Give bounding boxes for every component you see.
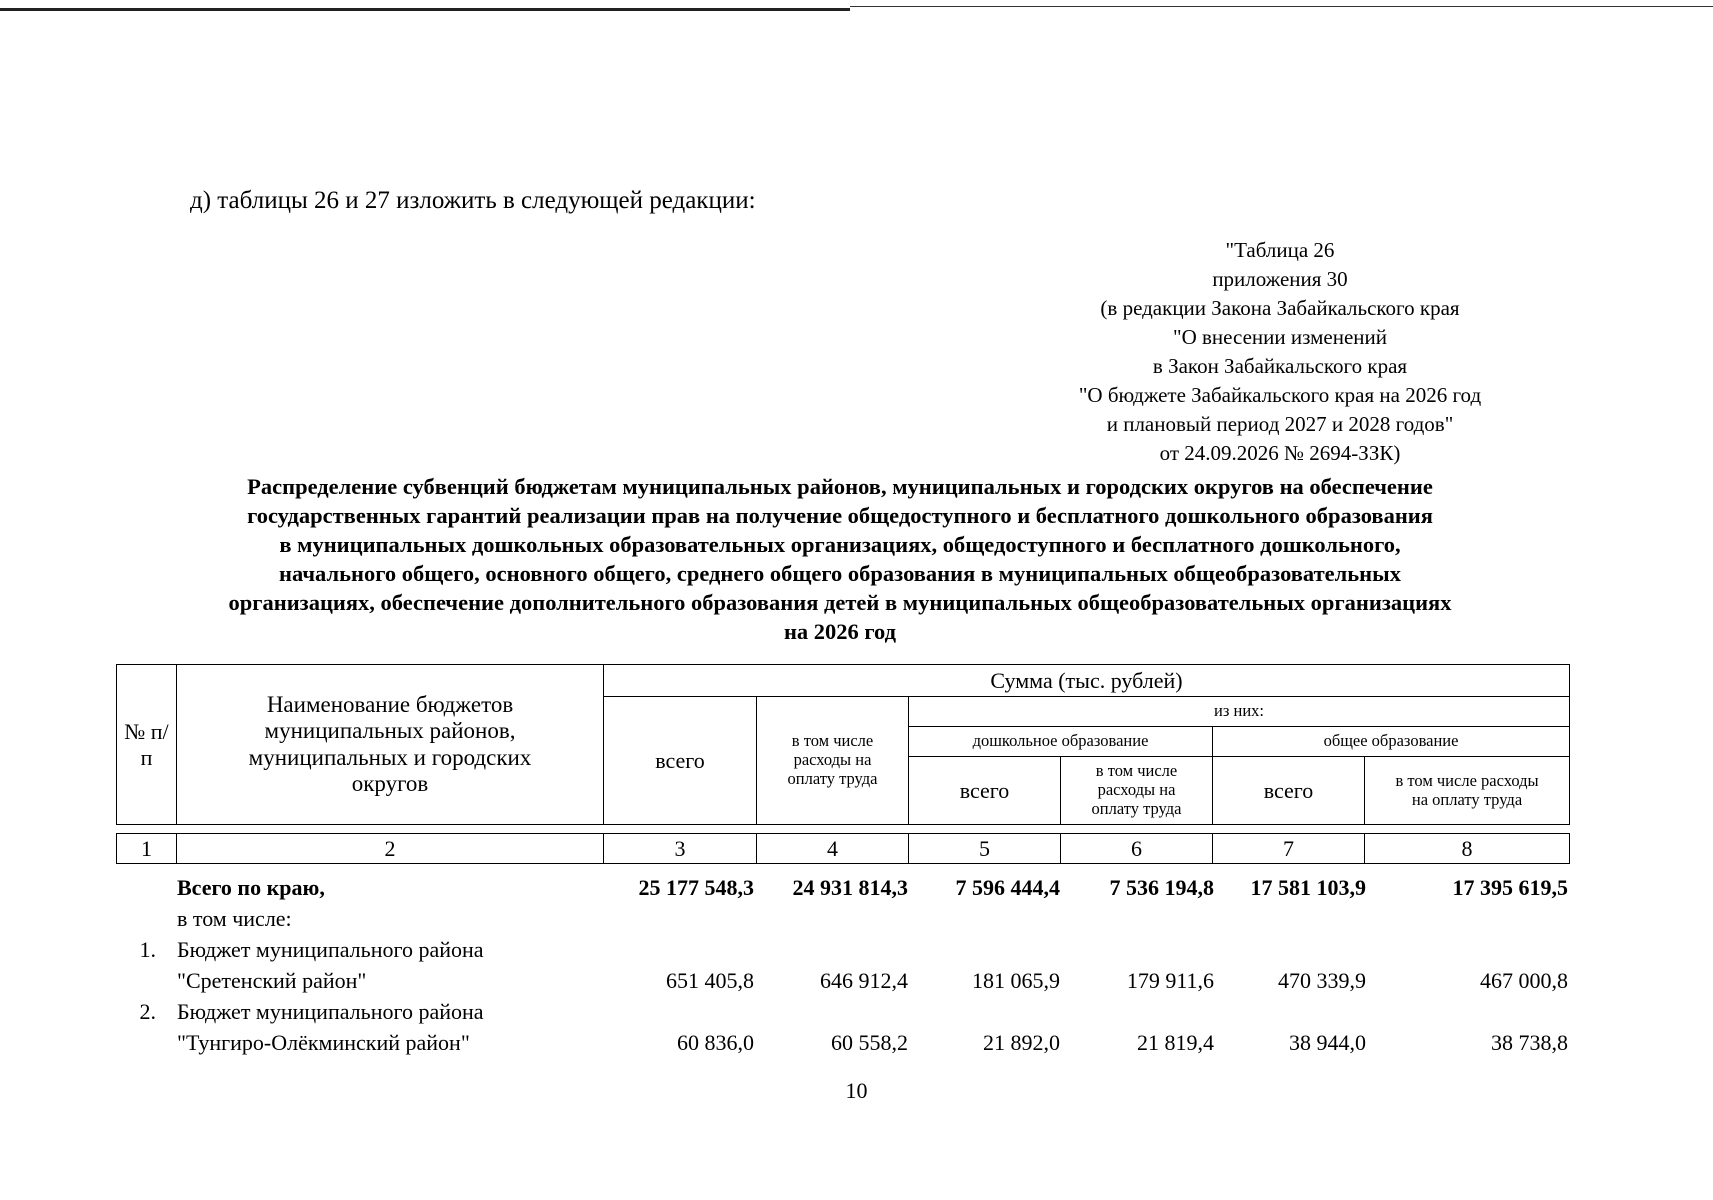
- intro-text: д) таблицы 26 и 27 изложить в следующей редакции:: [190, 187, 756, 214]
- table-header: [116, 664, 1570, 825]
- caption-line: приложения 30: [1212, 267, 1348, 291]
- column-number: 4: [757, 834, 909, 864]
- row-value: 470 339,9: [1278, 968, 1366, 993]
- document-title: [100, 472, 1580, 646]
- column-number: 2: [177, 834, 604, 864]
- caption-line: и плановый период 2027 и 2028 годов": [1106, 412, 1454, 436]
- header-sum: Сумма (тыс. рублей): [604, 665, 1570, 697]
- total-value: 7 536 194,8: [1109, 875, 1214, 900]
- page-number: 10: [845, 1078, 868, 1103]
- title-line: начального общего, основного общего, среднего общего образования в муниципальных общеобразовательных: [279, 561, 1401, 586]
- title-line: на 2026 год: [783, 619, 897, 644]
- total-row: [116, 872, 1569, 903]
- column-number: 6: [1061, 834, 1213, 864]
- row-number: 1.: [139, 937, 156, 962]
- column-number: 7: [1213, 834, 1365, 864]
- scan-top-border: [0, 8, 850, 11]
- caption-line: в Закон Забайкальского края: [1152, 354, 1408, 378]
- table-row: [116, 965, 1569, 996]
- column-numbers-row: [116, 833, 1570, 864]
- row-value: 60 836,0: [677, 1030, 754, 1055]
- scan-top-border-thin: [850, 6, 1713, 7]
- header-total: всего: [604, 697, 757, 825]
- title-line: государственных гарантий реализации прав на получение общедоступного и бесплатного дошкольного образования: [247, 503, 1433, 528]
- caption-line: "Таблица 26: [1225, 238, 1335, 262]
- column-number: 3: [604, 834, 757, 864]
- caption-line: (в редакции Закона Забайкальского края: [1100, 296, 1460, 320]
- row-value: 38 944,0: [1289, 1030, 1366, 1055]
- column-number: 1: [117, 834, 177, 864]
- row-name: Бюджет муниципального района: [177, 999, 484, 1024]
- row-number: 2.: [139, 999, 156, 1024]
- table-row: [116, 996, 1569, 1027]
- row-name: Бюджет муниципального района: [177, 937, 484, 962]
- table-body: [116, 872, 1569, 1058]
- row-value: 21 892,0: [983, 1030, 1060, 1055]
- header-general: общее образование: [1213, 727, 1570, 757]
- caption-line: "О бюджете Забайкальского края на 2026 год: [1078, 383, 1482, 407]
- caption-line: "О внесении изменений: [1173, 325, 1387, 349]
- including-row: [116, 903, 1569, 934]
- row-value: 467 000,8: [1480, 968, 1568, 993]
- header-general-labor: в том числе расходы на оплату труда: [1365, 757, 1570, 825]
- column-number: 8: [1365, 834, 1570, 864]
- total-value: 25 177 548,3: [638, 875, 754, 900]
- row-value: 60 558,2: [831, 1030, 908, 1055]
- table-row: [116, 934, 1569, 965]
- caption-line: от 24.09.2026 № 2694-ЗЗК): [1159, 441, 1401, 465]
- title-line: организациях, обеспечение дополнительного образования детей в муниципальных общеобразовательных организациях: [228, 590, 1452, 615]
- row-name: "Сретенский район": [177, 968, 367, 993]
- title-line: в муниципальных дошкольных образовательных организациях, общедоступного и бесплатного дошкольного,: [279, 532, 1401, 557]
- row-value: 651 405,8: [666, 968, 754, 993]
- row-value: 181 065,9: [972, 968, 1060, 993]
- header-name: Наименование бюджетов муниципальных районов, муниципальных и городских округов: [177, 665, 604, 825]
- including-label: в том числе:: [177, 906, 292, 931]
- row-value: 38 738,8: [1491, 1030, 1568, 1055]
- header-preschool: дошкольное образование: [909, 727, 1213, 757]
- header-preschool-labor: в том числе расходы на оплату труда: [1061, 757, 1213, 825]
- total-value: 24 931 814,3: [792, 875, 908, 900]
- table-row: [116, 1027, 1569, 1058]
- table-caption: [980, 236, 1580, 468]
- row-value: 646 912,4: [820, 968, 908, 993]
- header-preschool-total: всего: [909, 757, 1061, 825]
- total-value: 17 581 103,9: [1250, 875, 1366, 900]
- column-number: 5: [909, 834, 1061, 864]
- header-of-them: из них:: [909, 697, 1570, 727]
- total-value: 7 596 444,4: [955, 875, 1060, 900]
- row-name: "Тунгиро-Олёкминский район": [177, 1030, 470, 1055]
- total-label: Всего по краю,: [177, 875, 325, 900]
- row-value: 21 819,4: [1137, 1030, 1214, 1055]
- row-value: 179 911,6: [1126, 968, 1214, 993]
- header-num: № п/п: [117, 665, 177, 825]
- header-general-total: всего: [1213, 757, 1365, 825]
- total-value: 17 395 619,5: [1452, 875, 1568, 900]
- title-line: Распределение субвенций бюджетам муниципальных районов, муниципальных и городских округов на обеспечение: [247, 474, 1433, 499]
- header-labor: в том числе расходы на оплату труда: [757, 697, 909, 825]
